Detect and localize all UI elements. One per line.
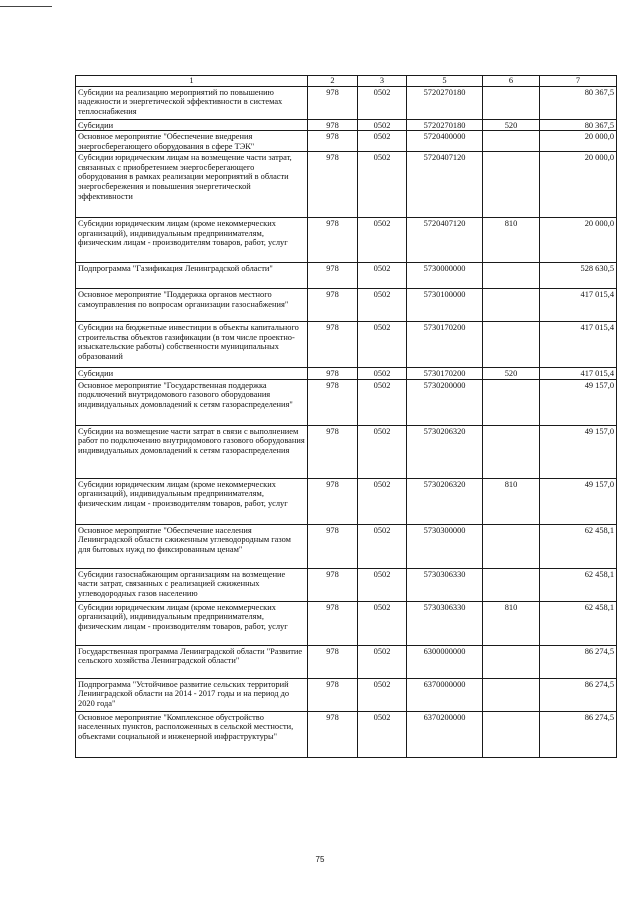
column2-cell: 978 [308, 425, 358, 478]
header-cell: 6 [483, 76, 540, 87]
table-row [76, 368, 617, 380]
row-name-cell: Подпрограмма "Газификация Ленинградской области" [76, 263, 308, 289]
row-name-cell: Субсидии юридическим лицам (кроме некоммерческих организаций), индивидуальным предпринимателям, физическим лицам - производителям товаров, работ, услуг [76, 601, 308, 645]
column3-cell: 0502 [358, 289, 407, 322]
column3-cell: 0502 [358, 425, 407, 478]
column5-cell: 5730300000 [407, 524, 483, 568]
column6-cell [483, 379, 540, 425]
column7-amount-cell: 20 000,0 [540, 131, 617, 152]
column5-cell: 5720270180 [407, 86, 483, 119]
column2-cell: 978 [308, 131, 358, 152]
row-name-cell: Субсидии на бюджетные инвестиции в объекты капитального строительства объектов газификации (в том числе проектно-изыскательские работы) собственности муниципальных образований [76, 322, 308, 368]
table-row [76, 119, 617, 131]
row-name-cell: Государственная программа Ленинградской области "Развитие сельского хозяйства Ленинградской области" [76, 645, 308, 678]
column7-amount-cell: 417 015,4 [540, 368, 617, 380]
column3-cell: 0502 [358, 368, 407, 380]
column2-cell: 978 [308, 322, 358, 368]
table-row [76, 568, 617, 601]
column2-cell: 978 [308, 152, 358, 218]
column3-cell: 0502 [358, 645, 407, 678]
column6-cell [483, 711, 540, 757]
column6-cell [483, 289, 540, 322]
column2-cell: 978 [308, 368, 358, 380]
column6-cell [483, 322, 540, 368]
row-name-cell: Основное мероприятие "Обеспечение внедрения энергосберегающего оборудования в сфере ТЭК" [76, 131, 308, 152]
row-name-cell: Подпрограмма "Устойчивое развитие сельских территорий Ленинградской области на 2014 - 2017 годы и на период до 2020 года" [76, 678, 308, 711]
column3-cell: 0502 [358, 119, 407, 131]
table-row [76, 152, 617, 218]
column3-cell: 0502 [358, 152, 407, 218]
row-name-cell: Субсидии [76, 368, 308, 380]
column7-amount-cell: 417 015,4 [540, 289, 617, 322]
column5-cell: 5720270180 [407, 119, 483, 131]
column2-cell: 978 [308, 568, 358, 601]
column7-amount-cell: 20 000,0 [540, 218, 617, 263]
column2-cell: 978 [308, 218, 358, 263]
column7-amount-cell: 49 157,0 [540, 425, 617, 478]
column5-cell: 5730206320 [407, 425, 483, 478]
column5-cell: 5730306330 [407, 568, 483, 601]
header-cell: 2 [308, 76, 358, 87]
header-cell: 7 [540, 76, 617, 87]
column2-cell: 978 [308, 379, 358, 425]
column7-amount-cell: 417 015,4 [540, 322, 617, 368]
column5-cell: 5730170200 [407, 368, 483, 380]
column5-cell: 5720407120 [407, 218, 483, 263]
column6-cell [483, 263, 540, 289]
column7-amount-cell: 86 274,5 [540, 645, 617, 678]
scan-mark-line [0, 6, 52, 7]
column5-cell: 5730200000 [407, 379, 483, 425]
column7-amount-cell: 80 367,5 [540, 86, 617, 119]
column7-amount-cell: 20 000,0 [540, 152, 617, 218]
column3-cell: 0502 [358, 263, 407, 289]
table-row [76, 524, 617, 568]
column5-cell: 5730306330 [407, 601, 483, 645]
row-name-cell: Основное мероприятие "Обеспечение населения Ленинградской области сжиженным углеводородным газом для бытовых нужд по фиксированным ценам" [76, 524, 308, 568]
column3-cell: 0502 [358, 524, 407, 568]
table-row [76, 263, 617, 289]
row-name-cell: Субсидии юридическим лицам (кроме некоммерческих организаций), индивидуальным предпринимателям, физическим лицам - производителям товаров, работ, услуг [76, 478, 308, 524]
column7-amount-cell: 80 367,5 [540, 119, 617, 131]
table-row [76, 601, 617, 645]
column5-cell: 5720407120 [407, 152, 483, 218]
column7-amount-cell: 62 458,1 [540, 568, 617, 601]
table-row [76, 218, 617, 263]
column6-cell [483, 645, 540, 678]
row-name-cell: Субсидии юридическим лицам на возмещение части затрат, связанных с приобретением энергосберегающего оборудования в рамках реализации мероприятий в области энергосбережения и повышения энергетической эффективности [76, 152, 308, 218]
column5-cell: 5730170200 [407, 322, 483, 368]
column5-cell: 5730000000 [407, 263, 483, 289]
row-name-cell: Субсидии на реализацию мероприятий по повышению надежности и энергетической эффективности в системах теплоснабжения [76, 86, 308, 119]
column5-cell: 6300000000 [407, 645, 483, 678]
header-cell: 5 [407, 76, 483, 87]
table-row [76, 711, 617, 757]
column3-cell: 0502 [358, 711, 407, 757]
column6-cell [483, 152, 540, 218]
header-row [76, 76, 617, 87]
column2-cell: 978 [308, 86, 358, 119]
column2-cell: 978 [308, 263, 358, 289]
column2-cell: 978 [308, 289, 358, 322]
column2-cell: 978 [308, 678, 358, 711]
column3-cell: 0502 [358, 322, 407, 368]
table-row [76, 425, 617, 478]
row-name-cell: Основное мероприятие "Поддержка органов местного самоуправления по вопросам организации газоснабжения" [76, 289, 308, 322]
column6-cell [483, 86, 540, 119]
budget-table [75, 75, 617, 758]
column3-cell: 0502 [358, 218, 407, 263]
column5-cell: 5730206320 [407, 478, 483, 524]
row-name-cell: Субсидии газоснабжающим организациям на возмещение части затрат, связанных с реализацией сжиженных углеводородных газов населению [76, 568, 308, 601]
column7-amount-cell: 86 274,5 [540, 711, 617, 757]
column2-cell: 978 [308, 645, 358, 678]
column2-cell: 978 [308, 711, 358, 757]
column5-cell: 5730100000 [407, 289, 483, 322]
column3-cell: 0502 [358, 131, 407, 152]
column2-cell: 978 [308, 119, 358, 131]
table-row [76, 478, 617, 524]
table-row [76, 131, 617, 152]
column6-cell: 810 [483, 218, 540, 263]
column7-amount-cell: 62 458,1 [540, 524, 617, 568]
row-name-cell: Субсидии на возмещение части затрат в связи с выполнением работ по подключению внутридомового газового оборудования индивидуальных домовладений к сетям газораспределения [76, 425, 308, 478]
column2-cell: 978 [308, 524, 358, 568]
column7-amount-cell: 86 274,5 [540, 678, 617, 711]
column3-cell: 0502 [358, 86, 407, 119]
row-name-cell: Субсидии юридическим лицам (кроме некоммерческих организаций), индивидуальным предпринимателям, физическим лицам - производителям товаров, работ, услуг [76, 218, 308, 263]
column6-cell [483, 678, 540, 711]
column5-cell: 6370200000 [407, 711, 483, 757]
column7-amount-cell: 528 630,5 [540, 263, 617, 289]
column6-cell [483, 425, 540, 478]
column5-cell: 5720400000 [407, 131, 483, 152]
column6-cell [483, 568, 540, 601]
table-row [76, 289, 617, 322]
table-row [76, 645, 617, 678]
row-name-cell: Основное мероприятие "Государственная поддержка подключений внутридомового газового оборудования индивидуальных домовладений к сетям газораспределения" [76, 379, 308, 425]
column6-cell: 810 [483, 478, 540, 524]
column2-cell: 978 [308, 478, 358, 524]
header-cell: 1 [76, 76, 308, 87]
column6-cell: 520 [483, 368, 540, 380]
header-cell: 3 [358, 76, 407, 87]
page-number: 75 [315, 855, 325, 864]
row-name-cell: Основное мероприятие "Комплексное обустройство населенных пунктов, расположенных в сельской местности, объектами социальной и инженерной инфраструктуры" [76, 711, 308, 757]
column7-amount-cell: 49 157,0 [540, 379, 617, 425]
column5-cell: 6370000000 [407, 678, 483, 711]
column3-cell: 0502 [358, 379, 407, 425]
column7-amount-cell: 62 458,1 [540, 601, 617, 645]
column3-cell: 0502 [358, 478, 407, 524]
column2-cell: 978 [308, 601, 358, 645]
column7-amount-cell: 49 157,0 [540, 478, 617, 524]
table-row [76, 86, 617, 119]
column6-cell: 520 [483, 119, 540, 131]
column3-cell: 0502 [358, 568, 407, 601]
column6-cell: 810 [483, 601, 540, 645]
table-row [76, 678, 617, 711]
table-row [76, 379, 617, 425]
column6-cell [483, 524, 540, 568]
column3-cell: 0502 [358, 601, 407, 645]
row-name-cell: Субсидии [76, 119, 308, 131]
column6-cell [483, 131, 540, 152]
table-row [76, 322, 617, 368]
column3-cell: 0502 [358, 678, 407, 711]
